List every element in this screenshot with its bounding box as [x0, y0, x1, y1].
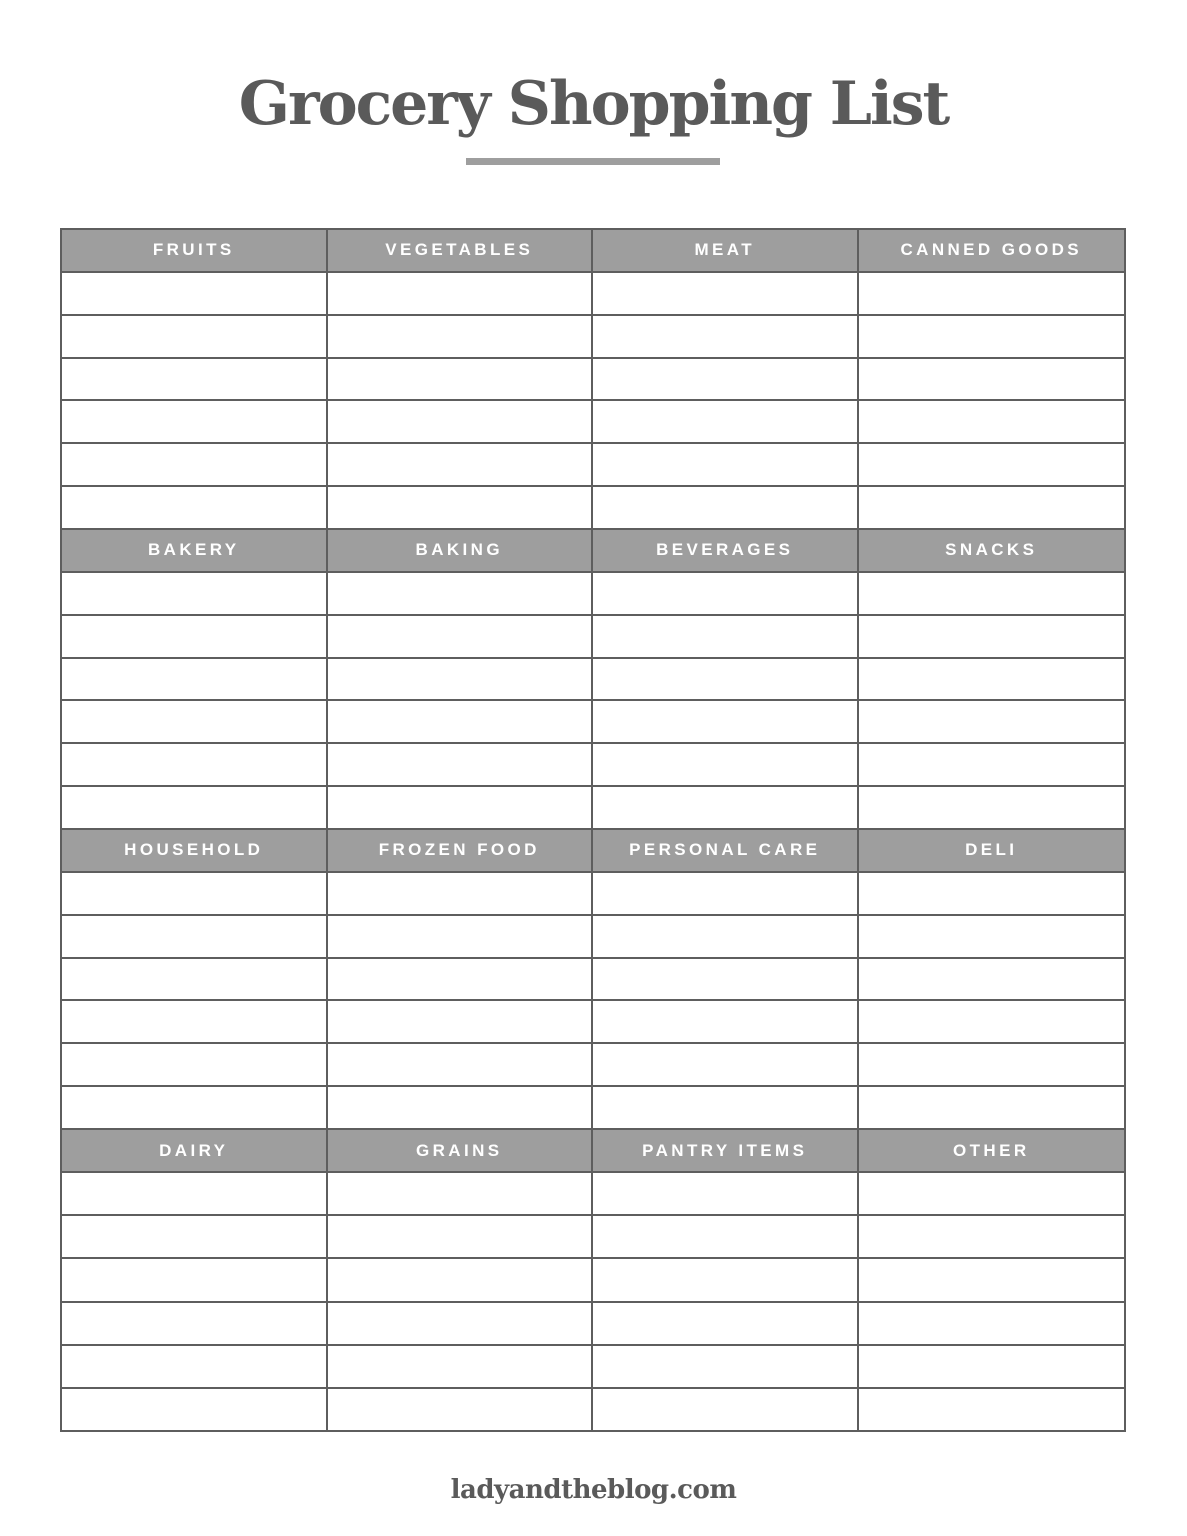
list-item-line[interactable] [859, 401, 1125, 444]
list-item-line[interactable] [62, 573, 326, 616]
section-header-snacks: SNACKS [859, 530, 1125, 573]
section-personal-care [593, 830, 859, 1130]
list-item-line[interactable] [593, 1259, 857, 1302]
list-item-line[interactable] [593, 616, 857, 659]
section-header-household: HOUSEHOLD [62, 830, 326, 873]
section-header-bakery: BAKERY [62, 530, 326, 573]
section-canned-goods [859, 230, 1125, 530]
list-item-line[interactable] [62, 316, 326, 359]
list-item-line[interactable] [859, 487, 1125, 528]
section-fruits [62, 230, 328, 530]
section-header-canned-goods: CANNED GOODS [859, 230, 1125, 273]
list-item-line[interactable] [62, 1346, 326, 1389]
list-item-line[interactable] [593, 1389, 857, 1430]
section-deli [859, 830, 1125, 1130]
list-item-line[interactable] [859, 573, 1125, 616]
list-item-line[interactable] [62, 1259, 326, 1302]
list-item-line[interactable] [593, 273, 857, 316]
list-item-line[interactable] [328, 1303, 592, 1346]
list-item-line[interactable] [328, 1259, 592, 1302]
shopping-list-grid [60, 228, 1126, 1432]
section-header-fruits: FRUITS [62, 230, 326, 273]
section-header-vegetables: VEGETABLES [328, 230, 592, 273]
list-item-line[interactable] [859, 916, 1125, 959]
list-item-line[interactable] [593, 316, 857, 359]
list-item-line[interactable] [859, 1389, 1125, 1430]
list-item-line[interactable] [593, 1044, 857, 1087]
list-item-line[interactable] [859, 873, 1125, 916]
list-item-line[interactable] [328, 444, 592, 487]
list-item-line[interactable] [62, 1044, 326, 1087]
list-item-line[interactable] [593, 916, 857, 959]
list-item-line[interactable] [328, 1173, 592, 1216]
list-item-line[interactable] [859, 273, 1125, 316]
section-grains [328, 1130, 594, 1430]
section-header-frozen-food: FROZEN FOOD [328, 830, 592, 873]
section-header-dairy: DAIRY [62, 1130, 326, 1173]
list-item-line[interactable] [593, 1216, 857, 1259]
list-item-line[interactable] [859, 959, 1125, 1002]
list-item-line[interactable] [593, 701, 857, 744]
section-household [62, 830, 328, 1130]
list-item-line[interactable] [593, 1001, 857, 1044]
list-item-line[interactable] [62, 1389, 326, 1430]
section-frozen-food [328, 830, 594, 1130]
list-item-line[interactable] [593, 573, 857, 616]
list-item-line[interactable] [593, 401, 857, 444]
list-item-line[interactable] [328, 1044, 592, 1087]
list-item-line[interactable] [859, 316, 1125, 359]
section-dairy [62, 1130, 328, 1430]
list-item-line[interactable] [593, 444, 857, 487]
list-item-line[interactable] [328, 616, 592, 659]
section-vegetables [328, 230, 594, 530]
section-beverages [593, 530, 859, 830]
section-meat [593, 230, 859, 530]
list-item-line[interactable] [328, 744, 592, 787]
list-item-line[interactable] [328, 487, 592, 528]
list-item-line[interactable] [328, 787, 592, 828]
list-item-line[interactable] [328, 659, 592, 702]
list-item-line[interactable] [62, 359, 326, 402]
list-item-line[interactable] [859, 701, 1125, 744]
title-underline [466, 158, 720, 165]
list-item-line[interactable] [593, 1087, 857, 1128]
footer-website: ladyandtheblog.com [450, 1475, 737, 1505]
list-item-line[interactable] [859, 744, 1125, 787]
list-item-line[interactable] [859, 1259, 1125, 1302]
page-title: Grocery Shopping List [238, 69, 949, 139]
list-item-line[interactable] [328, 959, 592, 1002]
section-header-meat: MEAT [593, 230, 857, 273]
list-item-line[interactable] [62, 487, 326, 528]
list-item-line[interactable] [859, 787, 1125, 828]
list-item-line[interactable] [62, 659, 326, 702]
list-item-line[interactable] [328, 573, 592, 616]
list-item-line[interactable] [859, 1173, 1125, 1216]
list-item-line[interactable] [593, 787, 857, 828]
list-item-line[interactable] [859, 1216, 1125, 1259]
list-item-line[interactable] [593, 959, 857, 1002]
list-item-line[interactable] [62, 873, 326, 916]
list-item-line[interactable] [328, 1087, 592, 1128]
list-item-line[interactable] [328, 316, 592, 359]
list-item-line[interactable] [859, 1087, 1125, 1128]
section-bakery [62, 530, 328, 830]
section-other [859, 1130, 1125, 1430]
section-header-pantry-items: PANTRY ITEMS [593, 1130, 857, 1173]
list-item-line[interactable] [593, 659, 857, 702]
section-baking [328, 530, 594, 830]
list-item-line[interactable] [593, 1173, 857, 1216]
section-pantry-items [593, 1130, 859, 1430]
list-item-line[interactable] [62, 616, 326, 659]
section-header-personal-care: PERSONAL CARE [593, 830, 857, 873]
list-item-line[interactable] [859, 444, 1125, 487]
list-item-line[interactable] [62, 959, 326, 1002]
list-item-line[interactable] [62, 1001, 326, 1044]
list-item-line[interactable] [859, 1044, 1125, 1087]
section-header-beverages: BEVERAGES [593, 530, 857, 573]
list-item-line[interactable] [859, 659, 1125, 702]
section-snacks [859, 530, 1125, 830]
list-item-line[interactable] [328, 1346, 592, 1389]
list-item-line[interactable] [859, 1001, 1125, 1044]
list-item-line[interactable] [593, 1303, 857, 1346]
list-item-line[interactable] [328, 701, 592, 744]
list-item-line[interactable] [593, 359, 857, 402]
list-item-line[interactable] [328, 401, 592, 444]
section-header-deli: DELI [859, 830, 1125, 873]
list-item-line[interactable] [62, 787, 326, 828]
list-item-line[interactable] [62, 1303, 326, 1346]
list-item-line[interactable] [328, 916, 592, 959]
list-item-line[interactable] [328, 1216, 592, 1259]
list-item-line[interactable] [328, 359, 592, 402]
list-item-line[interactable] [62, 401, 326, 444]
list-item-line[interactable] [593, 487, 857, 528]
list-item-line[interactable] [328, 273, 592, 316]
list-item-line[interactable] [62, 744, 326, 787]
list-item-line[interactable] [859, 616, 1125, 659]
list-item-line[interactable] [62, 701, 326, 744]
list-item-line[interactable] [62, 1173, 326, 1216]
list-item-line[interactable] [62, 1216, 326, 1259]
list-item-line[interactable] [859, 359, 1125, 402]
list-item-line[interactable] [593, 873, 857, 916]
section-header-other: OTHER [859, 1130, 1125, 1173]
list-item-line[interactable] [593, 1346, 857, 1389]
list-item-line[interactable] [593, 744, 857, 787]
list-item-line[interactable] [62, 1087, 326, 1128]
list-item-line[interactable] [328, 873, 592, 916]
section-header-baking: BAKING [328, 530, 592, 573]
section-header-grains: GRAINS [328, 1130, 592, 1173]
list-item-line[interactable] [62, 916, 326, 959]
list-item-line[interactable] [62, 444, 326, 487]
list-item-line[interactable] [328, 1389, 592, 1430]
list-item-line[interactable] [859, 1346, 1125, 1389]
list-item-line[interactable] [62, 273, 326, 316]
list-item-line[interactable] [859, 1303, 1125, 1346]
list-item-line[interactable] [328, 1001, 592, 1044]
